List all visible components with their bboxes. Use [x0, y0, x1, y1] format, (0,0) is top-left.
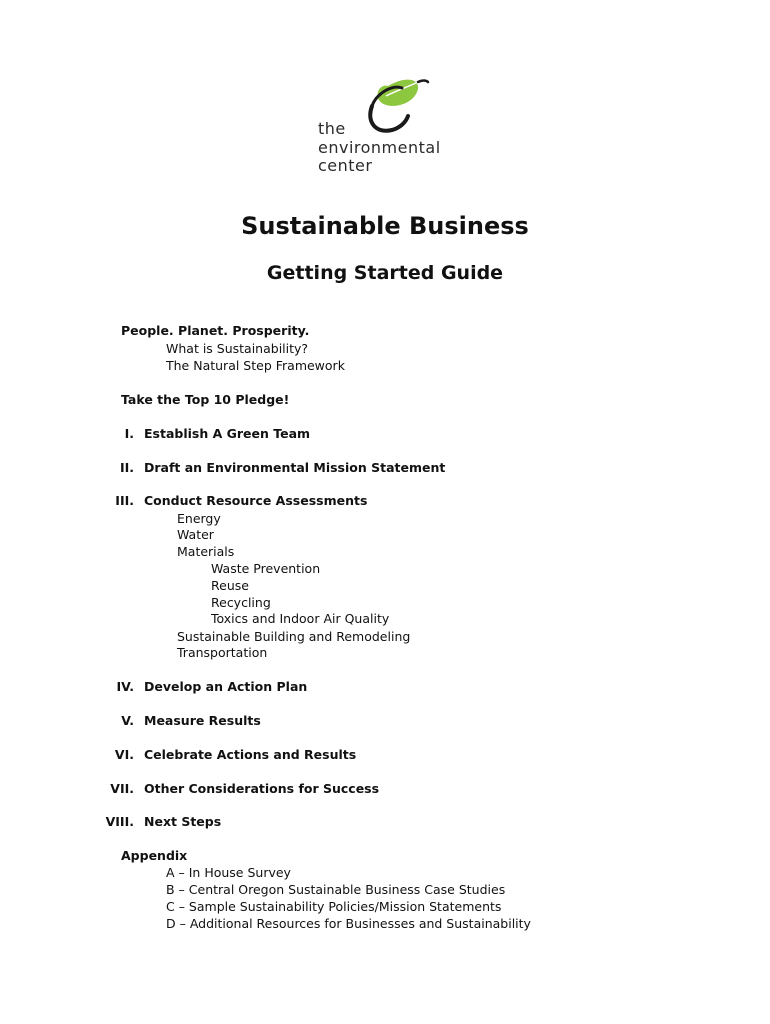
section-number: VII.	[110, 781, 134, 796]
materials-sub-item: Reuse	[211, 578, 249, 593]
document-subtitle: Getting Started Guide	[266, 262, 504, 284]
document-title: Sustainable Business	[241, 212, 529, 240]
section-label: Celebrate Actions and Results	[144, 747, 357, 762]
logo-word-environmental: environmental	[318, 137, 441, 157]
assessment-item: Transportation	[177, 645, 268, 660]
appendix-item: C – Sample Sustainability Policies/Mission Statements	[166, 899, 502, 914]
assessment-item: Sustainable Building and Remodeling	[177, 629, 411, 644]
section-label: Conduct Resource Assessments	[144, 493, 368, 508]
section-label: Other Considerations for Success	[144, 781, 380, 796]
section-number: I.	[124, 426, 134, 441]
appendix-item: A – In House Survey	[166, 865, 291, 880]
section-number: IV.	[116, 679, 134, 694]
appendix-item: B – Central Oregon Sustainable Business Case Studies	[166, 882, 506, 897]
assessment-item: Materials	[177, 544, 235, 559]
appendix-item: D – Additional Resources for Businesses and Sustainability	[166, 916, 531, 931]
intro-heading: People. Planet. Prosperity.	[121, 323, 310, 338]
pledge-heading: Take the Top 10 Pledge!	[121, 392, 290, 407]
logo-word-the: the	[318, 119, 346, 138]
section-number: V.	[121, 713, 134, 728]
section-label: Develop an Action Plan	[144, 679, 308, 694]
intro-item: What is Sustainability?	[166, 341, 309, 356]
assessment-item: Energy	[177, 511, 221, 526]
logo-word-center: center	[318, 156, 373, 175]
section-number: VIII.	[105, 814, 134, 829]
section-number: VI.	[114, 747, 134, 762]
intro-item: The Natural Step Framework	[166, 358, 345, 373]
assessment-item: Water	[177, 527, 214, 542]
appendix-heading: Appendix	[121, 848, 188, 863]
section-label: Next Steps	[144, 814, 222, 829]
section-number: II.	[119, 460, 134, 475]
section-number: III.	[115, 493, 134, 508]
section-label: Establish A Green Team	[144, 426, 311, 441]
materials-sub-item: Toxics and Indoor Air Quality	[211, 611, 390, 626]
section-label: Draft an Environmental Mission Statement	[144, 460, 446, 475]
materials-sub-item: Waste Prevention	[211, 561, 321, 576]
materials-sub-item: Recycling	[211, 595, 271, 610]
section-label: Measure Results	[144, 713, 261, 728]
